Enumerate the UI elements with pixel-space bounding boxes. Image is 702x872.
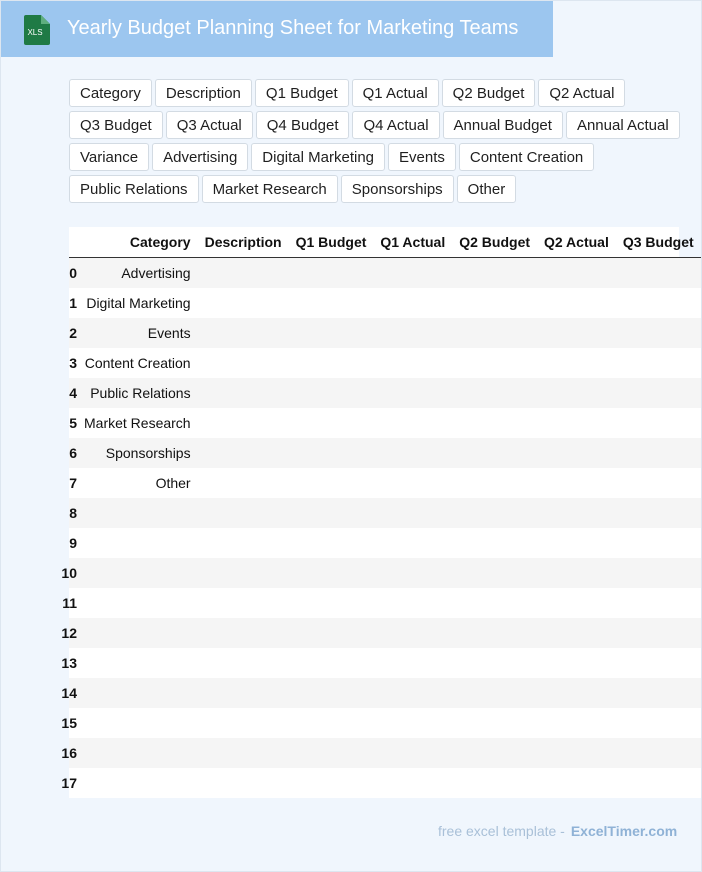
- data-cell[interactable]: [452, 648, 537, 678]
- data-cell[interactable]: [537, 438, 616, 468]
- column-tag[interactable]: Q2 Budget: [442, 79, 536, 107]
- column-header: Category: [77, 227, 198, 258]
- column-tag[interactable]: Other: [457, 175, 517, 203]
- data-cell[interactable]: [373, 738, 452, 768]
- row-index: 15: [61, 715, 77, 731]
- data-cell[interactable]: [452, 768, 537, 798]
- data-cell[interactable]: [537, 258, 616, 289]
- data-cell[interactable]: [289, 468, 374, 498]
- column-tag[interactable]: Digital Marketing: [251, 143, 385, 171]
- data-cell[interactable]: [452, 258, 537, 289]
- row-index-cell: [69, 348, 77, 378]
- table-row: [69, 648, 701, 678]
- data-cell[interactable]: [616, 738, 701, 768]
- row-index: 5: [69, 415, 77, 431]
- column-tag[interactable]: Variance: [69, 143, 149, 171]
- data-cell[interactable]: [616, 348, 701, 378]
- data-cell[interactable]: [198, 678, 289, 708]
- data-cell[interactable]: [616, 498, 701, 528]
- data-cell[interactable]: [537, 318, 616, 348]
- data-cell[interactable]: [198, 768, 289, 798]
- category-cell[interactable]: [77, 648, 198, 678]
- title-banner: [1, 1, 553, 57]
- row-index: 11: [62, 595, 77, 611]
- data-cell[interactable]: [452, 498, 537, 528]
- column-tag[interactable]: Category: [69, 79, 152, 107]
- row-index-cell: [69, 318, 77, 348]
- data-cell[interactable]: [373, 258, 452, 289]
- data-cell[interactable]: [289, 648, 374, 678]
- data-cell[interactable]: [373, 558, 452, 588]
- data-cell[interactable]: [373, 588, 452, 618]
- data-cell[interactable]: [289, 318, 374, 348]
- data-cell[interactable]: [537, 768, 616, 798]
- table-row: [69, 438, 701, 468]
- row-index: 17: [61, 775, 77, 791]
- column-tag[interactable]: Q1 Actual: [352, 79, 439, 107]
- row-index: 0: [69, 265, 77, 281]
- index-header: [69, 227, 77, 258]
- table-row: [69, 588, 701, 618]
- category-cell[interactable]: [77, 588, 198, 618]
- column-tag[interactable]: Q1 Budget: [255, 79, 349, 107]
- data-cell[interactable]: [373, 378, 452, 408]
- data-cell[interactable]: [289, 348, 374, 378]
- footer-brand-link[interactable]: ExcelTimer.com: [570, 823, 678, 839]
- data-cell[interactable]: [289, 558, 374, 588]
- column-header: Q2 Budget: [452, 227, 537, 258]
- data-cell[interactable]: [452, 468, 537, 498]
- data-cell[interactable]: [198, 318, 289, 348]
- data-cell[interactable]: [616, 648, 701, 678]
- row-index-cell: [61, 738, 77, 768]
- data-cell[interactable]: [616, 468, 701, 498]
- column-tag-list: [69, 79, 684, 203]
- data-cell[interactable]: [452, 618, 537, 648]
- data-cell[interactable]: [289, 498, 374, 528]
- data-cell[interactable]: [289, 768, 374, 798]
- category-cell[interactable]: Events: [77, 318, 198, 348]
- data-cell[interactable]: [198, 378, 289, 408]
- data-cell[interactable]: [537, 528, 616, 558]
- data-cell[interactable]: [452, 558, 537, 588]
- category-cell[interactable]: Public Relations: [77, 378, 198, 408]
- data-cell[interactable]: [373, 348, 452, 378]
- table-row: [69, 708, 701, 738]
- row-index-cell: [61, 618, 77, 648]
- data-cell[interactable]: [198, 348, 289, 378]
- row-index: 14: [61, 685, 77, 701]
- budget-table-container[interactable]: [61, 227, 694, 798]
- row-index: 8: [69, 505, 77, 521]
- data-cell[interactable]: [289, 528, 374, 558]
- row-index: 16: [61, 745, 77, 761]
- category-cell[interactable]: [77, 678, 198, 708]
- data-cell[interactable]: [373, 618, 452, 648]
- data-cell[interactable]: [537, 678, 616, 708]
- table-row: [69, 768, 701, 798]
- column-header: Q1 Actual: [373, 227, 452, 258]
- category-cell[interactable]: [77, 528, 198, 558]
- data-cell[interactable]: [373, 648, 452, 678]
- category-cell[interactable]: Content Creation: [77, 348, 198, 378]
- data-cell[interactable]: [452, 378, 537, 408]
- table-row: [69, 258, 701, 289]
- data-cell[interactable]: [198, 438, 289, 468]
- data-cell[interactable]: [373, 468, 452, 498]
- data-cell[interactable]: [198, 738, 289, 768]
- table-row: [69, 378, 701, 408]
- column-tag[interactable]: Annual Budget: [443, 111, 563, 139]
- data-cell[interactable]: [452, 318, 537, 348]
- column-tag[interactable]: Market Research: [202, 175, 338, 203]
- data-cell[interactable]: [289, 738, 374, 768]
- column-tag[interactable]: Public Relations: [69, 175, 199, 203]
- row-index-cell: [61, 768, 77, 798]
- data-cell[interactable]: [373, 498, 452, 528]
- row-index-cell: [62, 588, 77, 618]
- table-row: [69, 618, 701, 648]
- budget-table: [61, 227, 701, 798]
- data-cell[interactable]: [616, 378, 701, 408]
- data-cell[interactable]: [616, 318, 701, 348]
- data-cell[interactable]: [616, 708, 701, 738]
- data-cell[interactable]: [452, 348, 537, 378]
- data-cell[interactable]: [452, 678, 537, 708]
- data-cell[interactable]: [537, 408, 616, 438]
- data-cell[interactable]: [289, 438, 374, 468]
- data-cell[interactable]: [289, 708, 374, 738]
- data-cell[interactable]: [373, 318, 452, 348]
- column-header: Q2 Actual: [537, 227, 616, 258]
- data-cell[interactable]: [537, 288, 616, 318]
- data-cell[interactable]: [616, 258, 701, 289]
- row-index-cell: [69, 498, 77, 528]
- data-cell[interactable]: [537, 738, 616, 768]
- row-index: 9: [69, 535, 77, 551]
- column-tag[interactable]: Sponsorships: [341, 175, 454, 203]
- column-tag[interactable]: Advertising: [152, 143, 248, 171]
- row-index-cell: [69, 408, 77, 438]
- data-cell[interactable]: [452, 738, 537, 768]
- data-cell[interactable]: [616, 528, 701, 558]
- row-index-cell: [69, 288, 77, 318]
- data-cell[interactable]: [198, 498, 289, 528]
- table-row: [69, 288, 701, 318]
- table-row: [69, 558, 701, 588]
- data-cell[interactable]: [452, 408, 537, 438]
- xls-icon-label: XLS: [27, 28, 43, 37]
- data-cell[interactable]: [373, 708, 452, 738]
- data-cell[interactable]: [289, 288, 374, 318]
- data-cell[interactable]: [616, 618, 701, 648]
- category-cell[interactable]: [77, 708, 198, 738]
- data-cell[interactable]: [289, 258, 374, 289]
- table-row: [69, 498, 701, 528]
- column-tag[interactable]: Content Creation: [459, 143, 594, 171]
- row-index-cell: [69, 378, 77, 408]
- footer-credit: [438, 823, 677, 839]
- category-cell[interactable]: Market Research: [77, 408, 198, 438]
- footer-prefix: free excel template -: [438, 823, 565, 839]
- page-title: Yearly Budget Planning Sheet for Marketing Teams: [67, 17, 519, 39]
- row-index: 10: [61, 565, 77, 581]
- category-cell[interactable]: [77, 768, 198, 798]
- row-index-cell: [69, 258, 77, 289]
- data-cell[interactable]: [616, 408, 701, 438]
- data-cell[interactable]: [198, 408, 289, 438]
- data-cell[interactable]: [616, 288, 701, 318]
- row-index-cell: [69, 528, 77, 558]
- data-cell[interactable]: [537, 498, 616, 528]
- row-index: 12: [61, 625, 77, 641]
- data-cell[interactable]: [373, 528, 452, 558]
- category-cell[interactable]: Sponsorships: [77, 438, 198, 468]
- data-cell[interactable]: [373, 438, 452, 468]
- category-cell[interactable]: [77, 558, 198, 588]
- data-cell[interactable]: [373, 288, 452, 318]
- row-index-cell: [61, 558, 77, 588]
- data-cell[interactable]: [616, 588, 701, 618]
- row-index: 4: [69, 385, 77, 401]
- data-cell[interactable]: [198, 588, 289, 618]
- table-header-row: [69, 227, 701, 258]
- column-tag[interactable]: Q2 Actual: [538, 79, 625, 107]
- data-cell[interactable]: [616, 768, 701, 798]
- excel-file-icon: [22, 14, 52, 46]
- data-cell[interactable]: [537, 468, 616, 498]
- column-header: Q1 Budget: [289, 227, 374, 258]
- table-row: [69, 678, 701, 708]
- data-cell[interactable]: [289, 618, 374, 648]
- row-index-cell: [69, 468, 77, 498]
- data-cell[interactable]: [373, 768, 452, 798]
- table-body: [61, 258, 701, 799]
- data-cell[interactable]: [198, 258, 289, 289]
- data-cell[interactable]: [289, 678, 374, 708]
- category-cell[interactable]: [77, 738, 198, 768]
- table-row: [69, 318, 701, 348]
- table-row: [69, 468, 701, 498]
- data-cell[interactable]: [537, 708, 616, 738]
- table-row: [69, 738, 701, 768]
- column-tag[interactable]: Events: [388, 143, 456, 171]
- row-index: 2: [69, 325, 77, 341]
- data-cell[interactable]: [198, 708, 289, 738]
- data-cell[interactable]: [452, 528, 537, 558]
- data-cell[interactable]: [198, 558, 289, 588]
- row-index: 7: [69, 475, 77, 491]
- data-cell[interactable]: [537, 648, 616, 678]
- table-row: [69, 528, 701, 558]
- data-cell[interactable]: [198, 468, 289, 498]
- data-cell[interactable]: [198, 618, 289, 648]
- category-cell[interactable]: Advertising: [77, 258, 198, 289]
- column-header: Description: [198, 227, 289, 258]
- row-index-cell: [61, 678, 77, 708]
- column-tag[interactable]: Description: [155, 79, 252, 107]
- data-cell[interactable]: [198, 288, 289, 318]
- row-index: 13: [61, 655, 77, 671]
- data-cell[interactable]: [373, 678, 452, 708]
- category-cell[interactable]: Other: [77, 468, 198, 498]
- row-index: 6: [69, 445, 77, 461]
- data-cell[interactable]: [537, 588, 616, 618]
- data-cell[interactable]: [537, 618, 616, 648]
- data-cell[interactable]: [289, 588, 374, 618]
- data-cell[interactable]: [537, 378, 616, 408]
- data-cell[interactable]: [198, 528, 289, 558]
- category-cell[interactable]: [77, 618, 198, 648]
- data-cell[interactable]: [452, 288, 537, 318]
- column-header: Q3 Budget: [616, 227, 701, 258]
- data-cell[interactable]: [537, 558, 616, 588]
- row-index-cell: [61, 648, 77, 678]
- column-tag[interactable]: Q3 Budget: [69, 111, 163, 139]
- table-row: [69, 348, 701, 378]
- data-cell[interactable]: [373, 408, 452, 438]
- row-index-cell: [69, 438, 77, 468]
- data-cell[interactable]: [452, 588, 537, 618]
- row-index-cell: [61, 708, 77, 738]
- data-cell[interactable]: [616, 438, 701, 468]
- category-cell[interactable]: [77, 498, 198, 528]
- column-tag[interactable]: Q4 Actual: [352, 111, 439, 139]
- column-tag[interactable]: Annual Actual: [566, 111, 680, 139]
- data-cell[interactable]: [452, 708, 537, 738]
- data-cell[interactable]: [537, 348, 616, 378]
- row-index: 3: [69, 355, 77, 371]
- data-cell[interactable]: [616, 678, 701, 708]
- data-cell[interactable]: [616, 558, 701, 588]
- data-cell[interactable]: [198, 648, 289, 678]
- category-cell[interactable]: Digital Marketing: [77, 288, 198, 318]
- table-row: [69, 408, 701, 438]
- data-cell[interactable]: [289, 408, 374, 438]
- row-index: 1: [69, 295, 77, 311]
- column-tag[interactable]: Q4 Budget: [256, 111, 350, 139]
- column-tag[interactable]: Q3 Actual: [166, 111, 253, 139]
- data-cell[interactable]: [289, 378, 374, 408]
- data-cell[interactable]: [452, 438, 537, 468]
